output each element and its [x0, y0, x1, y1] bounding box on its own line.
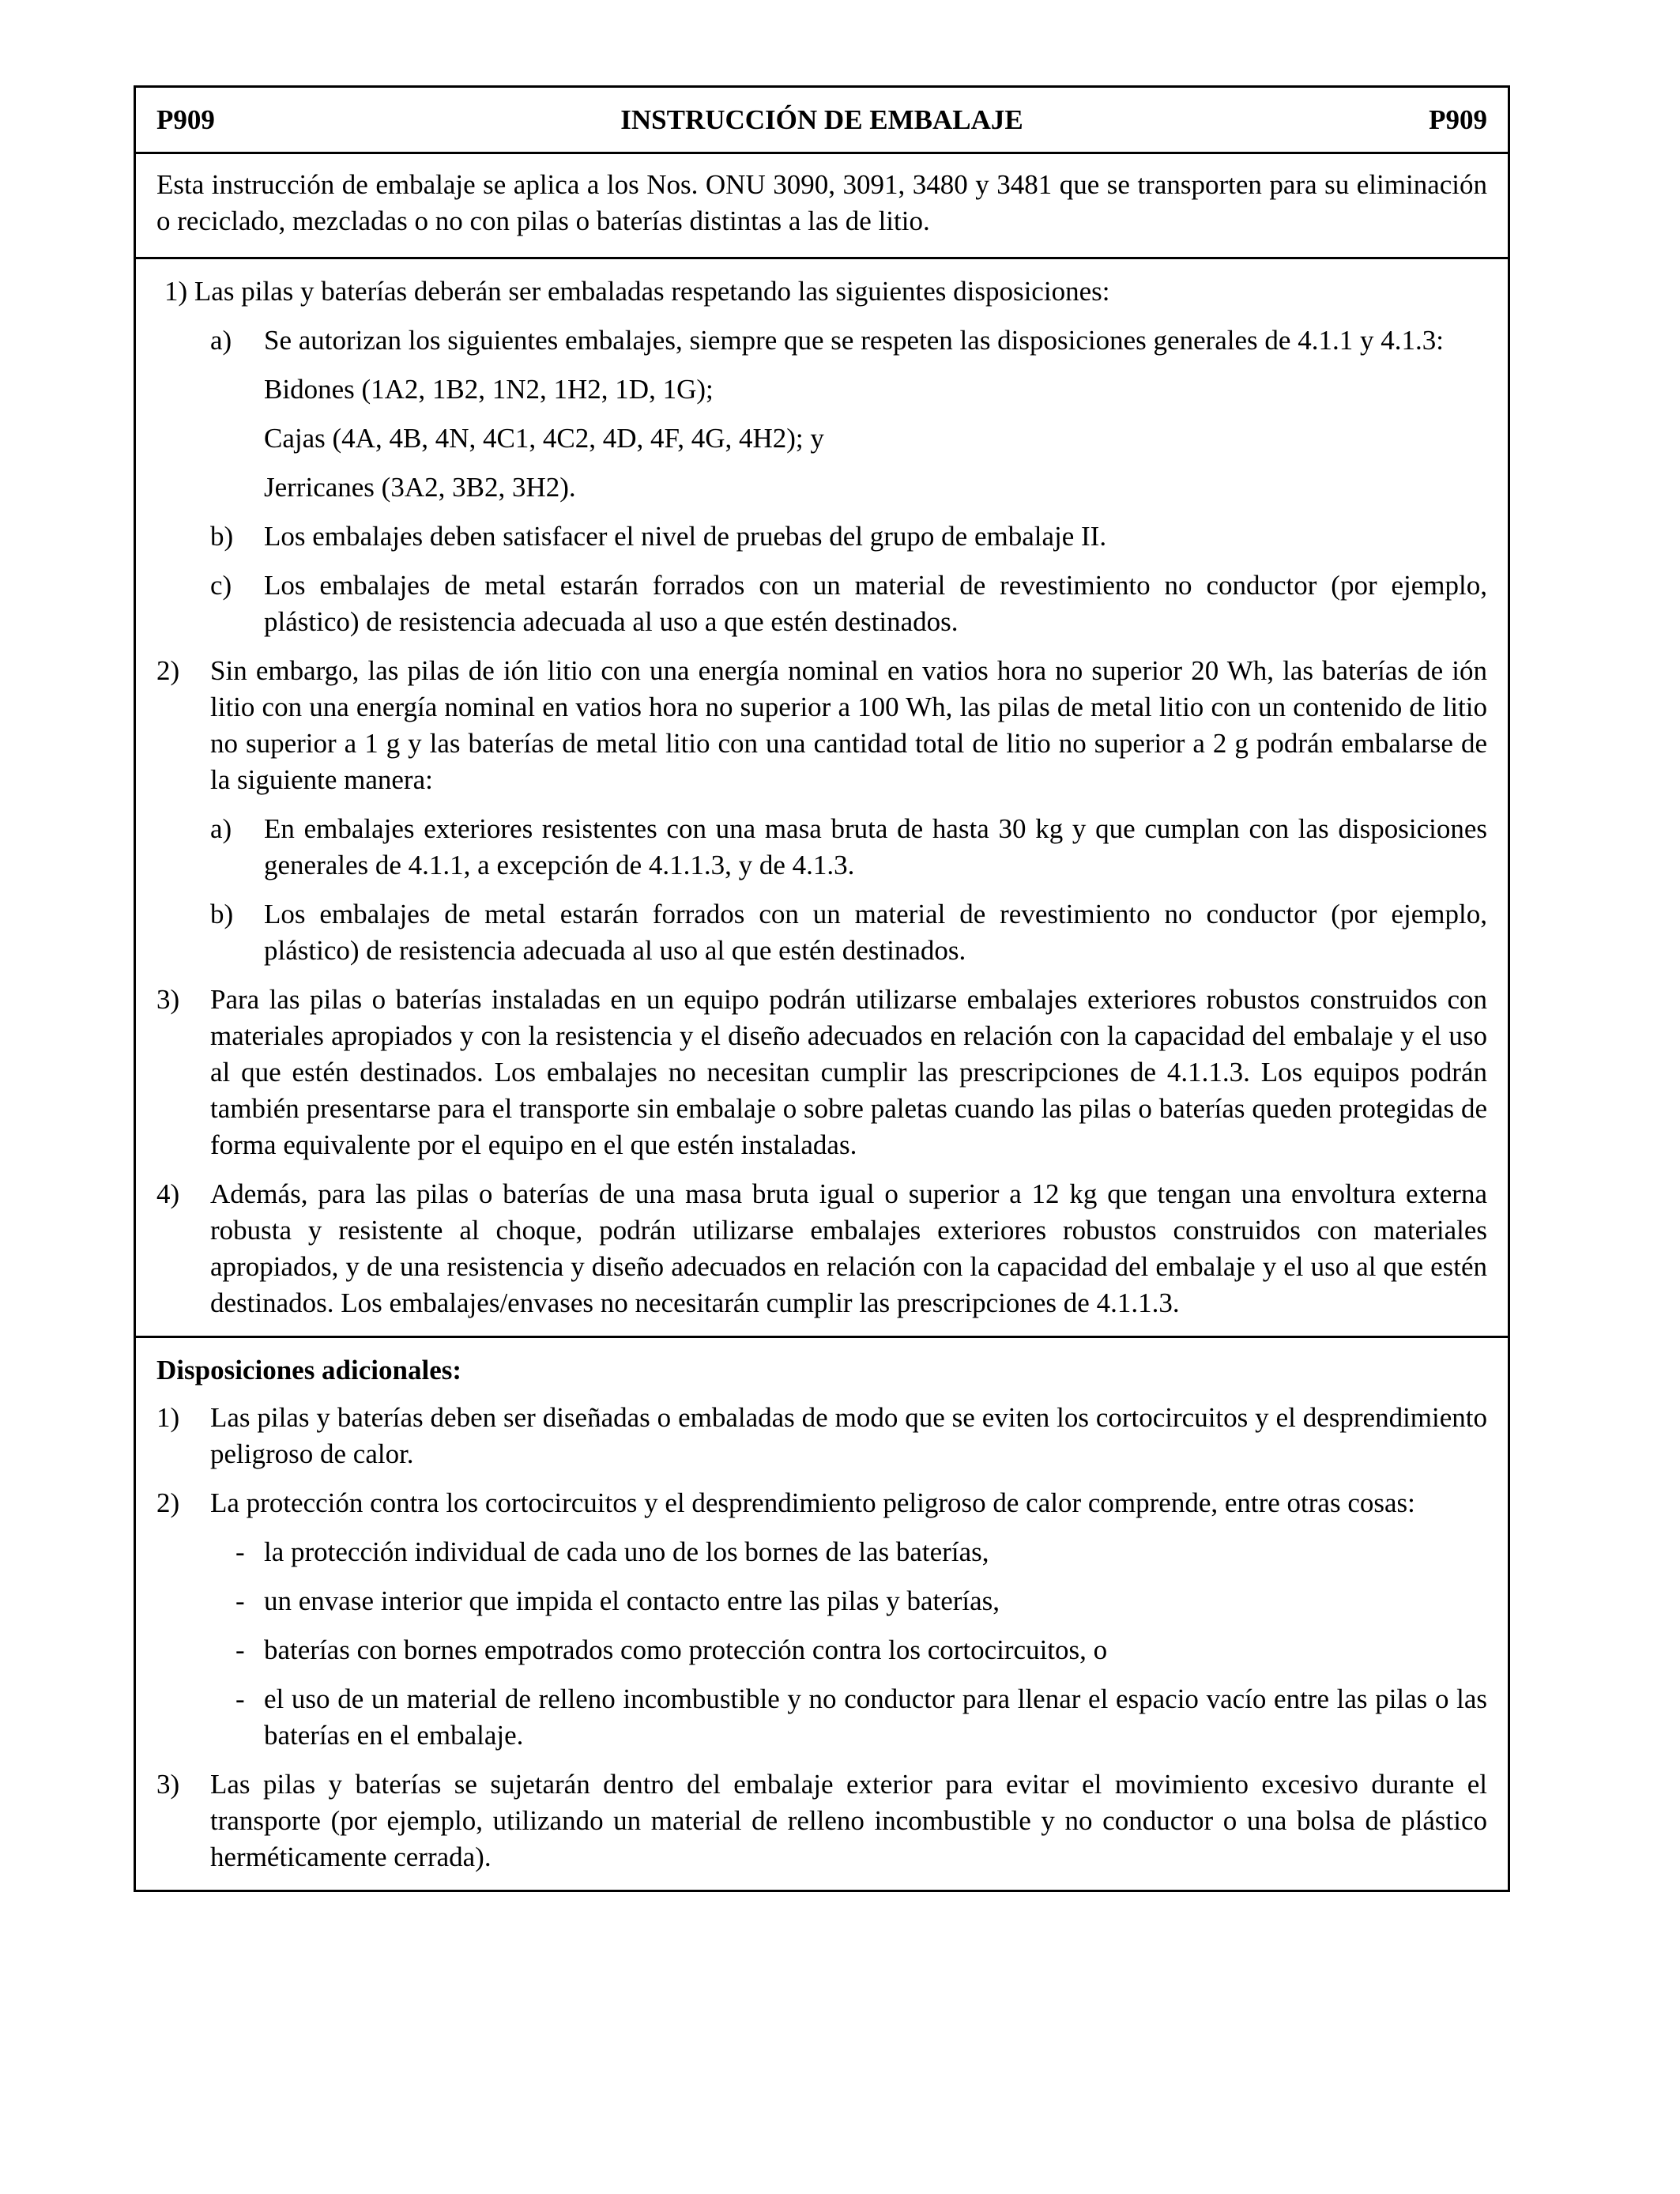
instruction-header: [136, 88, 1508, 154]
provision-3-label: 3): [156, 984, 180, 1015]
provision-1-text: 1) Las pilas y baterías deberán ser embaladas respetando las siguientes disposiciones:: [164, 276, 1110, 307]
provision-2: [156, 653, 1487, 798]
provision-1c: [210, 567, 1487, 640]
provision-1b-label: b): [210, 521, 234, 552]
provision-2a-label: a): [210, 813, 232, 844]
provision-1c-label: c): [210, 570, 232, 601]
provision-2b: [210, 896, 1487, 969]
dash-item-terminal-protection: [235, 1534, 1487, 1570]
dash-item-text: el uso de un material de relleno incombustible y no conductor para llenar el espacio vacío entre las pilas o las baterías en el embalaje.: [264, 1683, 1487, 1751]
provision-2-text: Sin embargo, las pilas de ión litio con una energía nominal en vatios hora no superior 20 Wh, las baterías de ión litio con una energía nominal en vatios hora no superior a 100 Wh, las pilas de metal litio con un contenido de litio no superior a 1 g y las baterías de metal litio con una cantidad total de litio no superior a 2 g podrán embalarse de la siguiente manera:: [210, 655, 1487, 795]
provision-2a-text: En embalajes exteriores resistentes con una masa bruta de hasta 30 kg y que cumplan con las disposiciones generales de 4.1.1, a excepción de 4.1.1.3, y de 4.1.3.: [264, 813, 1487, 880]
additional-3-label: 3): [156, 1769, 180, 1800]
provision-1a-label: a): [210, 325, 232, 356]
instruction-code-right: P909: [1429, 104, 1487, 135]
provision-1a-text: Se autorizan los siguientes embalajes, siempre que se respeten las disposiciones generales de 4.1.1 y 4.1.3:: [264, 325, 1444, 356]
additional-2-label: 2): [156, 1487, 180, 1518]
additional-1: [156, 1400, 1487, 1472]
provision-4: [156, 1176, 1487, 1321]
provision-1c-text: Los embalajes de metal estarán forrados con un material de revestimiento no conductor (por ejemplo, plástico) de resistencia adecuada al uso a que estén destinados.: [264, 570, 1487, 637]
additional-provisions-section: [136, 1338, 1508, 1890]
provision-2a: [210, 811, 1487, 884]
dash-bullet: -: [235, 1634, 245, 1665]
instruction-code-left: P909: [156, 104, 215, 135]
provision-1b-text: Los embalajes deben satisfacer el nivel de pruebas del grupo de embalaje II.: [264, 521, 1107, 552]
additional-2: [156, 1485, 1487, 1521]
provision-2-label: 2): [156, 655, 180, 686]
provision-3-text: Para las pilas o baterías instaladas en un equipo podrán utilizarse embalajes exteriores robustos construidos con materiales apropiados y con la resistencia y el diseño adecuados en relación con la capacidad del embalaje y el uso al que estén destinados. Los embalajes no necesitan cumplir las prescripciones de 4.1.1.3. Los equipos podrán también presentarse para el transporte sin embalaje o sobre paletas cuando las pilas o baterías queden protegidas de forma equivalente por el equipo en el que estén instaladas.: [210, 984, 1487, 1160]
provision-4-label: 4): [156, 1178, 180, 1209]
dash-item-recessed-terminals: [235, 1632, 1487, 1668]
provision-2b-text: Los embalajes de metal estarán forrados con un material de revestimiento no conductor (por ejemplo, plástico) de resistencia adecuada al uso al que estén destinados.: [264, 899, 1487, 966]
packaging-jerricans: Jerricanes (3A2, 3B2, 3H2).: [264, 472, 576, 503]
packaging-drums: Bidones (1A2, 1B2, 1N2, 1H2, 1D, 1G);: [264, 374, 714, 405]
scope-paragraph: Esta instrucción de embalaje se aplica a los Nos. ONU 3090, 3091, 3480 y 3481 que se transporten para su eliminación o reciclado, mezcladas o no con pilas o baterías distintas a las de litio.: [136, 154, 1508, 259]
dash-bullet: -: [235, 1683, 245, 1714]
provision-1-sublist: [210, 322, 1487, 640]
provision-3: [156, 982, 1487, 1163]
dash-item-inner-packaging: [235, 1583, 1487, 1619]
instruction-title: INSTRUCCIÓN DE EMBALAJE: [620, 104, 1023, 135]
provision-4-text: Además, para las pilas o baterías de una masa bruta igual o superior a 12 kg que tengan una envoltura externa robusta y resistente al choque, podrán utilizarse embalajes exteriores robustos construidos con materiales apropiados, y de una resistencia y diseño adecuados en relación con la capacidad del embalaje y el uso al que estén destinados. Los embalajes/envases no necesitarán cumplir las prescripciones de 4.1.1.3.: [210, 1178, 1487, 1318]
additional-1-label: 1): [156, 1402, 180, 1433]
packaging-boxes: Cajas (4A, 4B, 4N, 4C1, 4C2, 4D, 4F, 4G, 4H2); y: [264, 423, 824, 454]
provision-1b: [210, 518, 1487, 555]
additional-1-text: Las pilas y baterías deben ser diseñadas o embaladas de modo que se eviten los cortocircuitos y el desprendimiento peligroso de calor.: [210, 1402, 1487, 1469]
dash-item-text: un envase interior que impida el contacto entre las pilas y baterías,: [264, 1585, 1000, 1616]
provision-2-sublist: [210, 811, 1487, 969]
dash-bullet: -: [235, 1585, 245, 1616]
provisions-section: [136, 259, 1508, 1338]
dash-item-text: baterías con bornes empotrados como protección contra los cortocircuitos, o: [264, 1634, 1108, 1665]
dash-item-cushioning-material: [235, 1681, 1487, 1754]
packing-instruction-table: [134, 85, 1510, 1892]
additional-provisions-title: Disposiciones adicionales:: [156, 1355, 462, 1385]
additional-3: [156, 1766, 1487, 1875]
provision-2b-label: b): [210, 899, 234, 929]
dash-bullet: -: [235, 1536, 245, 1567]
provision-1a: [210, 322, 1487, 359]
additional-2-text: La protección contra los cortocircuitos y el desprendimiento peligroso de calor comprende, entre otras cosas:: [210, 1487, 1415, 1518]
additional-3-text: Las pilas y baterías se sujetarán dentro del embalaje exterior para evitar el movimiento excesivo durante el transporte (por ejemplo, utilizando un material de relleno incombustible y no conductor o una bolsa de plástico herméticamente cerrada).: [210, 1769, 1487, 1872]
dash-item-text: la protección individual de cada uno de los bornes de las baterías,: [264, 1536, 989, 1567]
